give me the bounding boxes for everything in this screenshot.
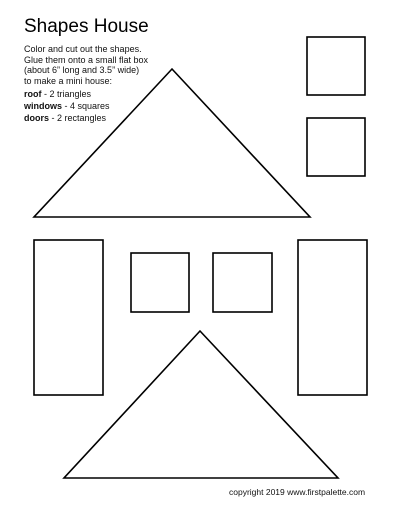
door-rectangle-left — [34, 240, 103, 395]
instruction-line: Color and cut out the shapes. — [24, 44, 142, 54]
window-square-top-1 — [307, 37, 365, 95]
roof-triangle-bottom — [64, 331, 338, 478]
piece-desc: - 4 squares — [62, 101, 110, 111]
door-rectangle-right — [298, 240, 367, 395]
instruction-line: to make a mini house: — [24, 75, 113, 86]
copyright-text: copyright 2019 www.firstpalette.com — [229, 487, 366, 497]
instruction-line: Glue them onto a small flat box — [24, 54, 149, 65]
piece-term: doors — [24, 113, 50, 123]
piece-term: roof — [24, 89, 42, 99]
piece-desc: - 2 triangles — [41, 89, 92, 99]
window-square-top-2 — [307, 118, 365, 176]
page-title: Shapes House — [24, 16, 149, 37]
instruction-line: (about 6” long and 3.5” wide) — [24, 65, 140, 75]
window-square-mid-1 — [131, 253, 189, 312]
piece-term: windows — [24, 101, 62, 111]
piece-desc: - 2 rectangles — [49, 113, 107, 123]
window-square-mid-2 — [213, 253, 272, 312]
roof-triangle-top — [34, 69, 310, 217]
